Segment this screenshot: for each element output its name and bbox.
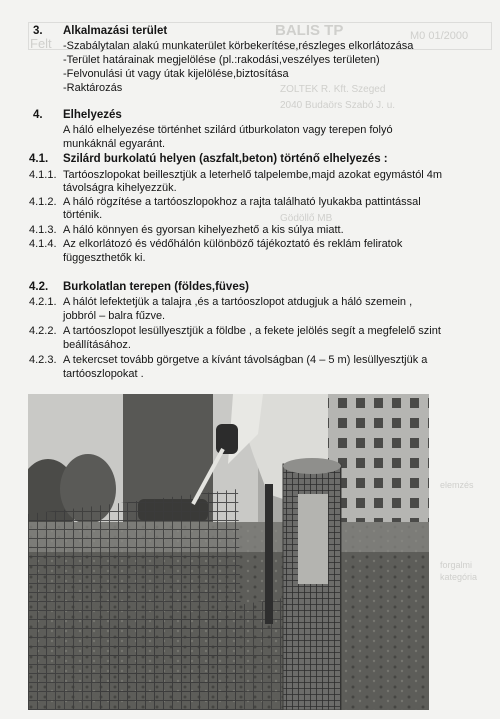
section-3-item: -Felvonulási út vagy útak kijelölése,biztosítása: [63, 68, 289, 80]
installation-photo-drawing: [28, 394, 429, 710]
section-3-item: -Szabálytalan alakú munkaterület körbekerítése,részleges elkorlátozása: [63, 40, 414, 52]
item-line: A hálót lefektetjük a talajra ,és a tartóoszlopot atdugjuk a háló szemein ,: [63, 296, 413, 308]
item-line: A tekercset tovább görgetve a kívánt távolságban (4 – 5 m) lesüllyesztjük a: [63, 354, 428, 366]
installation-photo: [28, 394, 429, 710]
section-4-2-title: Burkolatlan terepen (földes,füves): [63, 281, 249, 293]
item-number: 4.1.3.: [29, 224, 57, 236]
ghost-line: 2040 Budaörs Szabó J. u.: [280, 100, 396, 111]
ghost-line: forgalmi: [440, 560, 473, 570]
ghost-line: elemzés: [440, 480, 474, 490]
item-line: függeszthetők ki.: [63, 252, 146, 264]
section-3-item: -Terület határainak megjelölése (pl.:rakodási,veszélyes területen): [63, 54, 380, 66]
ghost-header-left: Felt: [30, 36, 52, 51]
ghost-header-right: M0 01/2000: [410, 30, 469, 42]
ghost-line: kategória: [440, 572, 478, 582]
item-number: 4.1.4.: [29, 238, 57, 250]
item-line: A háló rögzítése a tartóoszlopokhoz a rajta található lyukakba pattintással: [63, 196, 421, 208]
item-number: 4.1.2.: [29, 196, 57, 208]
item-number: 4.1.1.: [29, 169, 57, 181]
item-line: történik.: [63, 209, 103, 221]
section-3-title: Alkalmazási terület: [63, 25, 168, 37]
section-3-item: -Raktározás: [63, 82, 123, 94]
item-line: jobbról – balra fűzve.: [63, 310, 166, 322]
section-4-1-title: Szilárd burkolatú helyen (aszfalt,beton) történő elhelyezés :: [63, 153, 388, 165]
ghost-line: ZOLTEK R. Kft. Szeged: [280, 84, 386, 95]
section-4-2-number: 4.2.: [29, 281, 49, 293]
ghost-line: Gödöllő MB: [280, 213, 333, 224]
item-line: beállításához.: [63, 339, 131, 351]
item-number: 4.2.2.: [29, 325, 57, 337]
item-number: 4.2.3.: [29, 354, 57, 366]
section-4-1-number: 4.1.: [29, 153, 49, 165]
item-number: 4.2.1.: [29, 296, 57, 308]
item-line: Tartóoszlopokat beillesztjük a leterhelő talpelembe,majd azokat egymástól 4m: [63, 169, 443, 181]
item-line: A tartóoszlopot lesüllyesztjük a földbe , a fekete jelölés segít a megfelelő szint: [63, 325, 441, 337]
item-line: A háló könnyen és gyorsan kihelyezhető a kis súlya miatt.: [63, 224, 344, 236]
section-4-title: Elhelyezés: [63, 109, 122, 121]
ghost-header-mid: BALIS TP: [275, 22, 344, 39]
section-3-number: 3.: [33, 25, 43, 37]
section-4-intro: munkáknál egyaránt.: [63, 138, 166, 150]
item-line: tartóoszlopokat .: [63, 368, 144, 380]
section-4-intro: A háló elhelyezése történhet szilárd útburkolaton vagy terepen folyó: [63, 124, 393, 136]
item-line: Az elkorlátozó és védőhálón különböző tájékoztató és reklám feliratok: [63, 238, 403, 250]
item-line: távolságra kihelyezzük.: [63, 182, 177, 194]
section-4-number: 4.: [33, 109, 43, 121]
